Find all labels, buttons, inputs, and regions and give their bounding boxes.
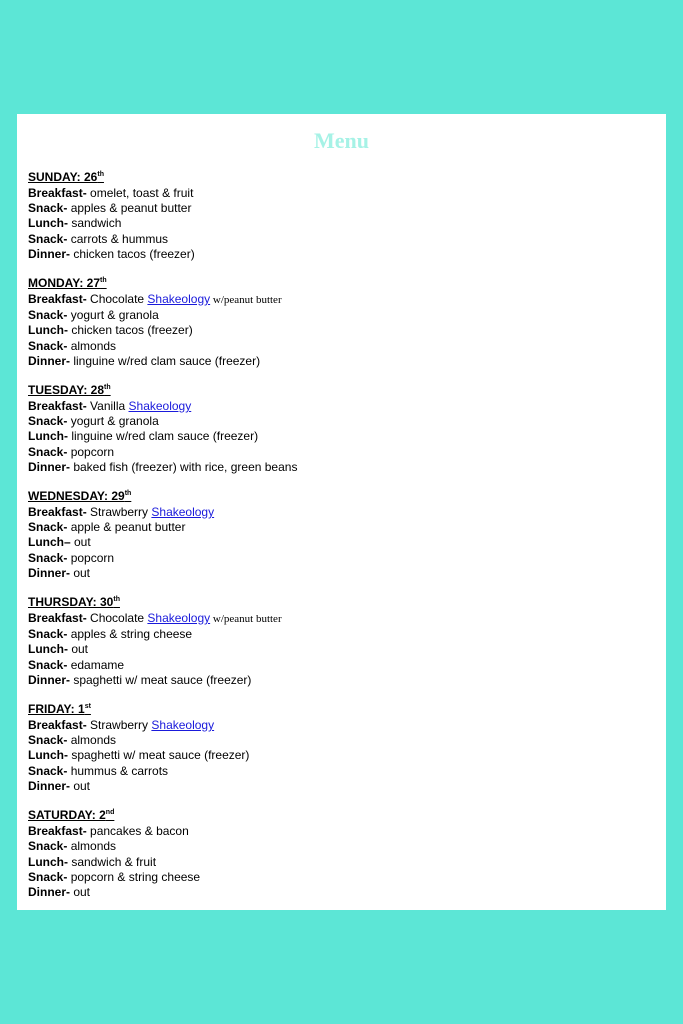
meal-text: yogurt & granola xyxy=(67,308,159,323)
meal-label: Snack- xyxy=(28,308,68,323)
meal-label: Dinner- xyxy=(28,884,70,899)
meal-label: Breakfast- xyxy=(28,824,87,839)
meal-label: Dinner- xyxy=(28,672,70,687)
meal-row xyxy=(28,460,648,475)
meal-label: Breakfast- xyxy=(28,292,87,307)
meal-row xyxy=(28,855,648,870)
meal-text: almonds xyxy=(67,338,117,353)
meal-row xyxy=(28,764,648,779)
meal-label: Snack- xyxy=(28,520,68,535)
meal-row xyxy=(28,201,648,216)
meal-label: Lunch- xyxy=(28,748,68,763)
meal-row xyxy=(28,186,648,201)
meal-label: Lunch- xyxy=(28,429,68,444)
meal-row xyxy=(28,520,648,535)
weekly-menu xyxy=(28,168,648,912)
meal-note: w/peanut butter xyxy=(210,294,282,307)
meal-text: sandwich & fruit xyxy=(68,854,157,869)
page-title: Menu xyxy=(314,128,369,153)
meal-row xyxy=(28,824,648,839)
meal-text: hummus & carrots xyxy=(67,763,169,778)
meal-label: Lunch– xyxy=(28,535,71,550)
day-heading-text: SATURDAY: 2 xyxy=(28,808,106,823)
meal-row xyxy=(28,445,648,460)
day-ordinal-suffix: th xyxy=(100,277,107,285)
day-section xyxy=(28,381,648,475)
meal-text: out xyxy=(70,565,91,580)
meal-text: apple & peanut butter xyxy=(67,520,186,535)
meal-text: out xyxy=(70,535,91,550)
meal-text: Chocolate xyxy=(86,292,148,307)
meal-text: spaghetti w/ meat sauce (freezer) xyxy=(68,748,250,763)
meal-row xyxy=(28,399,648,414)
meal-row xyxy=(28,885,648,900)
meal-label: Lunch- xyxy=(28,216,68,231)
meal-row xyxy=(28,354,648,369)
meal-row xyxy=(28,611,648,627)
meal-label: Breakfast- xyxy=(28,718,87,733)
meal-row xyxy=(28,232,648,247)
meal-row xyxy=(28,292,648,308)
day-ordinal-suffix: st xyxy=(84,703,91,711)
meal-text: Chocolate xyxy=(86,611,148,626)
meal-label: Breakfast- xyxy=(28,399,87,414)
meal-text: Strawberry xyxy=(86,718,152,733)
meal-row xyxy=(28,551,648,566)
meal-row xyxy=(28,429,648,444)
meal-label: Snack- xyxy=(28,550,68,565)
shakeology-link[interactable]: Shakeology xyxy=(151,718,215,733)
meal-text: omelet, toast & fruit xyxy=(86,186,194,200)
meal-label: Snack- xyxy=(28,763,68,778)
day-heading-text: SUNDAY: 26 xyxy=(28,170,98,184)
day-ordinal-suffix: th xyxy=(113,596,120,604)
meal-text: spaghetti w/ meat sauce (freezer) xyxy=(70,672,252,687)
meal-text: apples & peanut butter xyxy=(67,201,192,216)
day-section xyxy=(28,274,648,369)
day-heading xyxy=(28,595,120,610)
meal-row xyxy=(28,658,648,673)
meal-text: apples & string cheese xyxy=(67,627,193,642)
meal-text: out xyxy=(70,778,91,793)
shakeology-link[interactable]: Shakeology xyxy=(147,611,211,626)
meal-row xyxy=(28,308,648,323)
meal-row xyxy=(28,748,648,763)
meal-text: carrots & hummus xyxy=(67,231,169,246)
meal-label: Snack- xyxy=(28,839,68,854)
day-heading-text: FRIDAY: 1 xyxy=(28,702,85,717)
meal-row xyxy=(28,733,648,748)
meal-text: popcorn xyxy=(67,444,115,459)
meal-row xyxy=(28,566,648,581)
meal-text: out xyxy=(68,642,89,657)
meal-label: Breakfast- xyxy=(28,186,87,200)
meal-text: sandwich xyxy=(68,216,122,231)
meal-label: Lunch- xyxy=(28,323,68,338)
day-heading-text: WEDNESDAY: 29 xyxy=(28,489,125,504)
shakeology-link[interactable]: Shakeology xyxy=(147,292,211,307)
meal-row xyxy=(28,642,648,657)
meal-text: chicken tacos (freezer) xyxy=(70,246,195,261)
meal-row xyxy=(28,870,648,885)
meal-row xyxy=(28,323,648,338)
meal-label: Dinner- xyxy=(28,353,70,368)
meal-label: Breakfast- xyxy=(28,611,87,626)
day-section xyxy=(28,700,648,794)
meal-text: edamame xyxy=(67,657,125,672)
meal-text: baked fish (freezer) with rice, green beans xyxy=(70,459,298,474)
meal-text: Strawberry xyxy=(86,505,152,520)
meal-text: linguine w/red clam sauce (freezer) xyxy=(68,429,259,444)
meal-text: linguine w/red clam sauce (freezer) xyxy=(70,353,261,368)
meal-text: almonds xyxy=(67,839,117,854)
meal-text: chicken tacos (freezer) xyxy=(68,323,193,338)
day-ordinal-suffix: th xyxy=(124,490,132,498)
meal-label: Snack- xyxy=(28,869,68,884)
meal-text: yogurt & granola xyxy=(67,414,159,429)
meal-label: Dinner- xyxy=(28,778,70,793)
meal-text: out xyxy=(70,884,91,899)
day-heading-text: THURSDAY: 30 xyxy=(28,595,114,610)
day-ordinal-suffix: nd xyxy=(105,809,115,817)
meal-label: Lunch- xyxy=(28,642,68,657)
day-heading xyxy=(28,808,114,823)
shakeology-link[interactable]: Shakeology xyxy=(128,399,192,414)
day-ordinal-suffix: th xyxy=(104,384,111,392)
meal-label: Snack- xyxy=(28,201,68,216)
meal-text: Vanilla xyxy=(86,399,129,414)
meal-label: Snack- xyxy=(28,627,68,642)
meal-row xyxy=(28,627,648,642)
day-section xyxy=(28,593,648,688)
meal-text: pancakes & bacon xyxy=(86,824,189,839)
day-section xyxy=(28,168,648,262)
meal-row xyxy=(28,505,648,520)
meal-label: Snack- xyxy=(28,444,68,459)
day-heading xyxy=(28,383,111,398)
day-heading xyxy=(28,702,91,717)
meal-label: Snack- xyxy=(28,657,68,672)
meal-row xyxy=(28,673,648,688)
day-ordinal-suffix: th xyxy=(97,171,104,178)
meal-text: popcorn xyxy=(67,550,115,565)
meal-label: Snack- xyxy=(28,733,68,748)
meal-label: Snack- xyxy=(28,338,68,353)
day-heading xyxy=(28,170,104,185)
meal-row xyxy=(28,779,648,794)
meal-row xyxy=(28,535,648,550)
day-heading-text: TUESDAY: 28 xyxy=(28,383,105,398)
meal-row xyxy=(28,216,648,231)
day-heading xyxy=(28,276,107,291)
meal-text: almonds xyxy=(67,733,117,748)
day-heading-text: MONDAY: 27 xyxy=(28,276,101,291)
meal-label: Dinner- xyxy=(28,246,70,261)
meal-row xyxy=(28,247,648,262)
meal-row xyxy=(28,414,648,429)
meal-row xyxy=(28,339,648,354)
meal-row xyxy=(28,718,648,733)
meal-row xyxy=(28,839,648,854)
meal-text: popcorn & string cheese xyxy=(67,869,201,884)
meal-label: Dinner- xyxy=(28,565,70,580)
meal-label: Snack- xyxy=(28,231,68,246)
meal-label: Snack- xyxy=(28,414,68,429)
meal-label: Breakfast- xyxy=(28,505,87,520)
day-section xyxy=(28,487,648,581)
meal-label: Lunch- xyxy=(28,854,68,869)
meal-label: Dinner- xyxy=(28,459,70,474)
day-heading xyxy=(28,489,131,504)
shakeology-link[interactable]: Shakeology xyxy=(151,505,215,520)
day-section xyxy=(28,806,648,900)
meal-note: w/peanut butter xyxy=(210,613,282,626)
